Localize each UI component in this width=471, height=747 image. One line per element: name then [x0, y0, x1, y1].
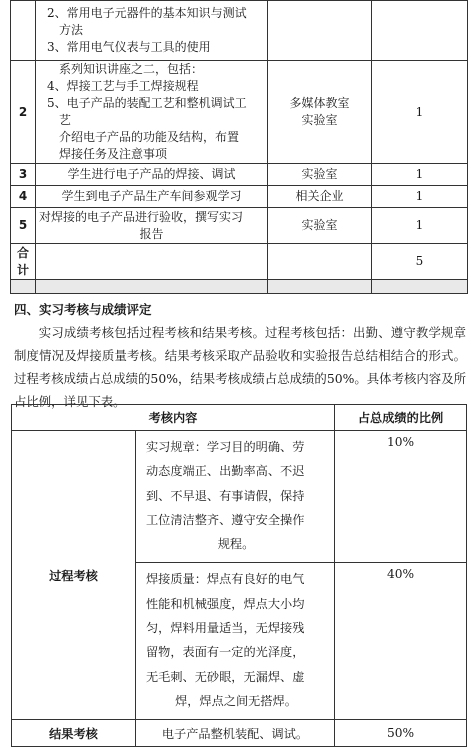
row2-line: 系列知识讲座之二，包括：: [59, 62, 204, 76]
process-rules-ratio: 10%: [335, 431, 467, 563]
desc-line: 留物，表面有一定的光泽度，: [146, 645, 305, 660]
row3-place: 实验室: [268, 164, 372, 186]
process-welding-ratio: 40%: [335, 563, 467, 720]
total-place: [268, 244, 372, 280]
row1-hours: [372, 1, 468, 61]
row-num: 3: [11, 164, 36, 186]
total-content: [36, 244, 268, 280]
desc-line: 工位清洁整齐、遵守安全操作: [146, 512, 305, 527]
place-line: 实验室: [301, 113, 338, 127]
row2-content: [36, 61, 268, 164]
desc-line: 实习规章：学习目的明确、劳: [146, 440, 305, 454]
row1-place: [268, 1, 372, 61]
row2-line: 介绍电子产品的功能及结构，布置: [59, 130, 240, 144]
process-item-rules: [136, 431, 335, 563]
desc-line: 动态度端正、出勤率高、不迟: [146, 464, 305, 479]
row3-hours: 1: [372, 164, 468, 186]
row2-place: [268, 61, 372, 164]
desc-line: 焊，焊点之间无搭焊。: [175, 693, 297, 708]
row-num-cell: [11, 1, 36, 61]
total-label: [11, 244, 36, 280]
row5-hours: 1: [372, 208, 468, 244]
assessment-table: [11, 404, 467, 747]
section-title: 四、实习考核与成绩评定: [14, 302, 152, 317]
row1-line: 2、常用电子元器件的基本知识与测试: [47, 6, 247, 20]
result-content: 电子产品整机装配、调试。: [136, 720, 335, 747]
row4-place: 相关企业: [268, 186, 372, 208]
section-paragraph: 实习成绩考核包括过程考核和结果考核。过程考核包括：出勤、遵守教学规章制度情况及焊接质量考核。结果考核采取产品验收和实验报告总结相结合的形式。过程考核成绩占总成绩的50%，结果考核成绩占总成绩的50%。具体考核内容及所占比例，详见下表。: [14, 325, 466, 409]
result-ratio: 50%: [335, 720, 467, 747]
row1-line: 3、常用电气仪表与工具的使用: [47, 40, 211, 54]
row1-line: 方法: [59, 23, 84, 37]
header-content: 考核内容: [12, 405, 335, 431]
row-num: 4: [11, 186, 36, 208]
row5-content: [36, 208, 268, 244]
process-item-welding: [136, 563, 335, 720]
total-label-bottom: 计: [16, 262, 29, 277]
desc-line: 性能和机械强度，焊点大小均: [146, 596, 305, 611]
row2-line: 焊接任务及注意事项: [59, 147, 168, 161]
desc-line: 规程。: [217, 537, 255, 552]
row5-place: 实验室: [268, 208, 372, 244]
shaded-cell: [36, 280, 268, 294]
desc-line: 无毛刺、无砂眼，无漏焊、虚: [146, 669, 305, 684]
row2-line: 4、焊接工艺与手工焊接规程: [47, 79, 199, 93]
row5-line: 报告: [139, 226, 164, 241]
schedule-table: [10, 0, 468, 294]
desc-line: 焊接质量：焊点有良好的电气: [146, 572, 305, 587]
header-ratio: 占总成绩的比例: [335, 405, 467, 431]
desc-line: 到、不早退、有事请假，保持: [146, 488, 305, 503]
total-hours: 5: [372, 244, 468, 280]
shaded-cell: [11, 280, 36, 294]
row-num: 5: [11, 208, 36, 244]
row2-hours: 1: [372, 61, 468, 164]
total-label-top: 合: [16, 245, 29, 260]
row1-content: [36, 1, 268, 61]
row-num: 2: [11, 61, 36, 164]
result-label: 结果考核: [12, 720, 136, 747]
shaded-cell: [372, 280, 468, 294]
row5-line: 对焊接的电子产品进行验收，撰写实习: [39, 209, 244, 224]
process-label: 过程考核: [12, 431, 136, 720]
desc-line: 匀，焊料用量适当，无焊接残: [146, 621, 305, 636]
row2-line: 艺: [59, 113, 72, 127]
place-line: 多媒体教室: [289, 96, 350, 110]
row3-content: 学生进行电子产品的焊接、调试: [36, 164, 268, 186]
row2-line: 5、电子产品的装配工艺和整机调试工: [47, 96, 247, 110]
row4-hours: 1: [372, 186, 468, 208]
shaded-cell: [268, 280, 372, 294]
row4-content: 学生到电子产品生产车间参观学习: [36, 186, 268, 208]
